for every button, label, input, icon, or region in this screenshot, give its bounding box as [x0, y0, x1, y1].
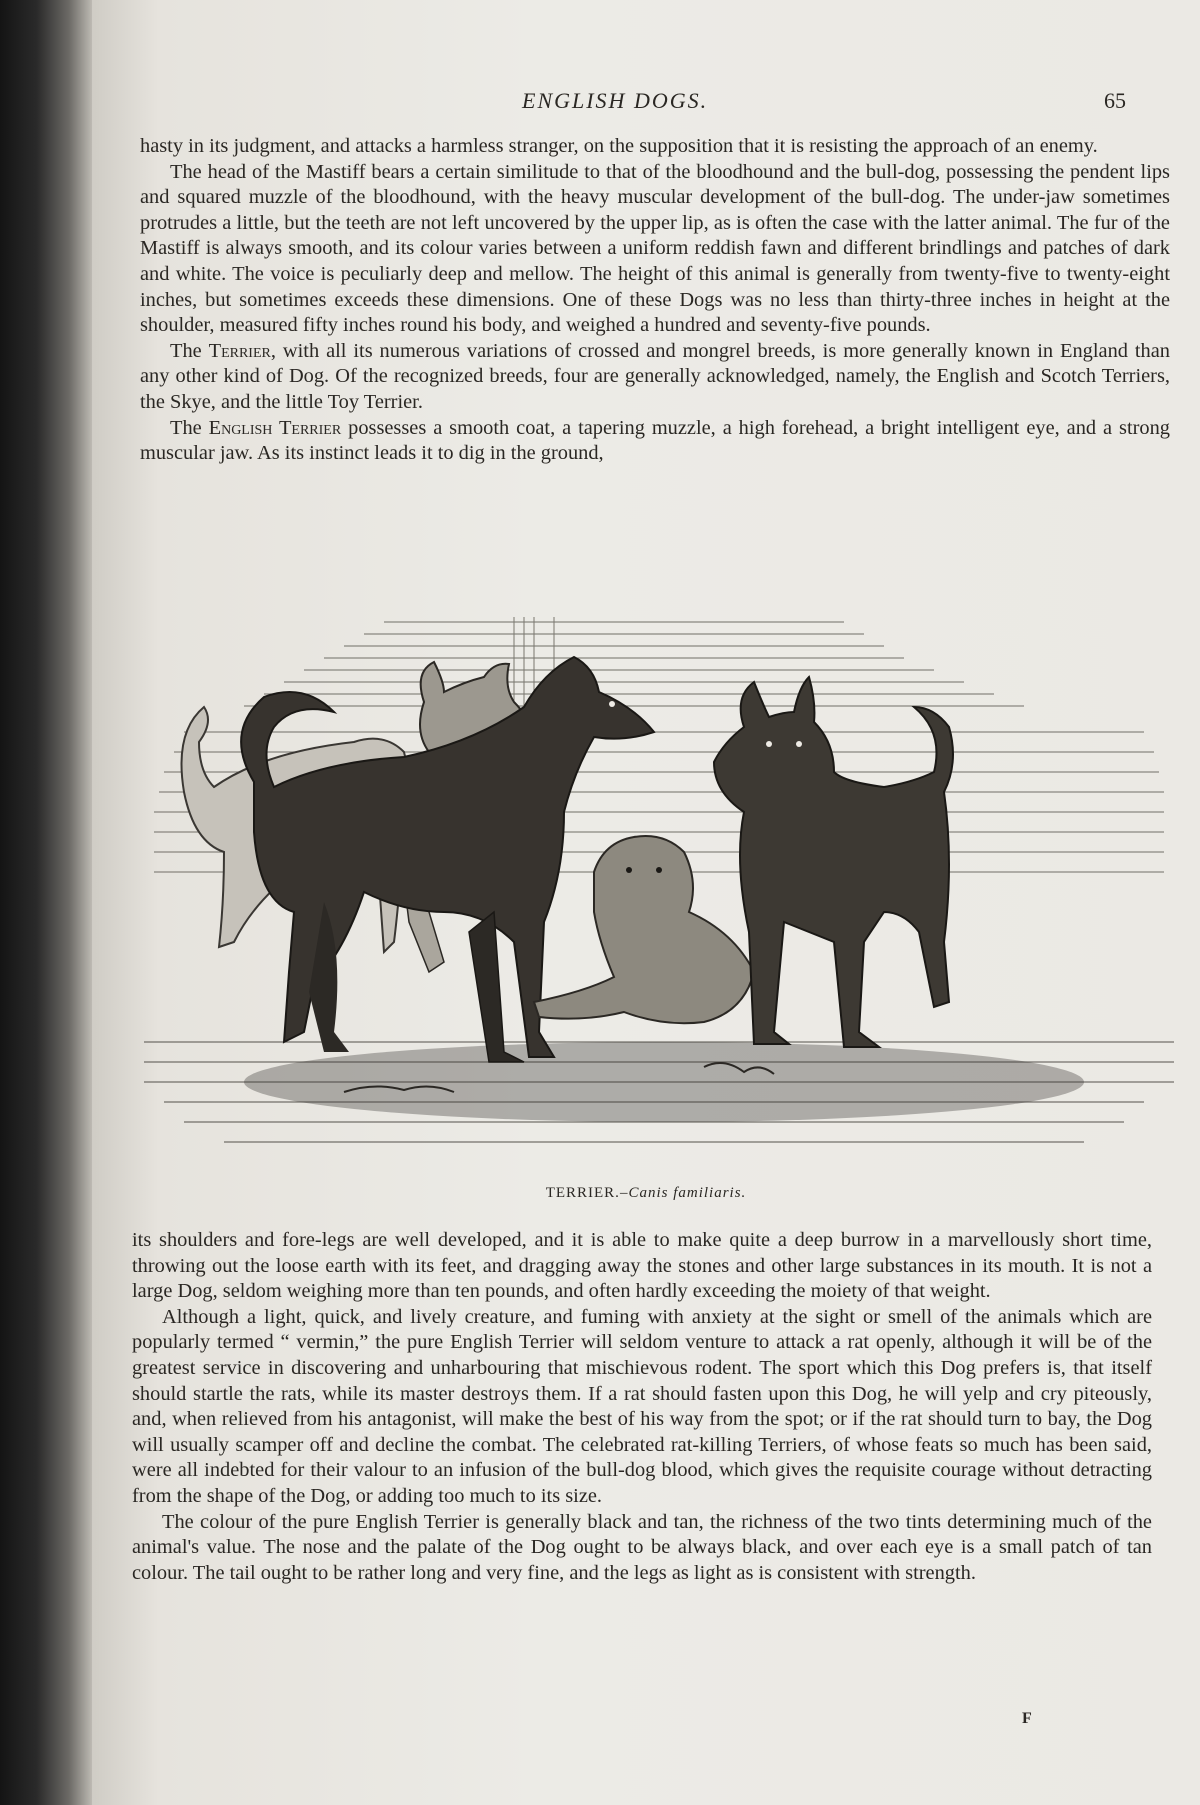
paragraph [132, 1305, 1152, 1510]
paragraph-text: hasty in its judgment, and attacks a harmless stranger, on the supposition that it is resisting the approach of an enemy. [140, 135, 1098, 157]
breed-term: English Terrier [208, 416, 342, 439]
paragraph-text: possesses a smooth coat, a tapering muzzle, a high forehead, a bright intelligent eye, and a strong muscular jaw. As its instinct leads it to dig in the ground, [140, 416, 1170, 465]
paragraph-lead: The [170, 339, 209, 362]
caption-latin-name: Canis familiaris. [628, 1185, 747, 1201]
paragraph-text: The colour of the pure English Terrier is generally black and tan, the richness of the two tints determining much of the animal's value. The nose and the palate of the Dog ought to be always black, and over each eye is a small patch of tan colour. The tail ought to be rather long and very fine, and the legs as light as is consistent with strength. [132, 1510, 1152, 1584]
figure-caption: TERRIER.–Canis familiaris. [545, 1185, 747, 1201]
signature-mark: F [1022, 1710, 1032, 1727]
running-title: ENGLISH DOGS. [522, 88, 709, 113]
lying-terrier-center [534, 836, 754, 1023]
book-page [92, 0, 1200, 1805]
engraving-illustration [144, 612, 1174, 1172]
paragraph [132, 1228, 1152, 1305]
breed-term: Terrier [208, 339, 271, 362]
paragraph-lead: The [170, 416, 209, 439]
paragraph-text: The head of the Mastiff bears a certain similitude to that of the bloodhound and the bull-dog, possessing the pendent lips and squared muzzle of the bloodhound, with the heavy muscular development of the bull-dog. The under-jaw sometimes protrudes a little, but the teeth are not left uncovered by the upper lip, as is often the case with the latter animal. The fur of the Mastiff is always smooth, and its colour varies between a uniform reddish fawn and different brindlings and patches of dark and white. The voice is peculiarly deep and mellow. The height of this animal is generally from twenty-five to twenty-eight inches, but sometimes exceeds these dimensions. One of these Dogs was no less than thirty-three inches in height at the shoulder, measured fifty inches round his body, and weighed a hundred and seventy-five pounds. [140, 160, 1170, 337]
paragraph [132, 1510, 1152, 1587]
paragraph [140, 339, 1170, 416]
bottom-text-block [132, 1228, 1152, 1586]
terrier-engraving [144, 612, 1174, 1172]
caption-title: TERRIER. [545, 1185, 620, 1201]
paragraph [140, 134, 1170, 160]
page-header [92, 88, 1200, 124]
paragraph-text: Although a light, quick, and lively creature, and fuming with anxiety at the sight or smell of the animals which are popularly termed “ vermin,” the pure English Terrier will seldom venture to attack a rat openly, although it will be of the greatest service in discovering and unharbouring that mischievous rodent. The sport which this Dog prefers is, that itself should startle the rats, while its master destroys them. If a rat should fasten upon this Dog, he will yelp and cry piteously, and, when relieved from his antagonist, will make the best of his way from the spot; or if the rat should turn to bay, the Dog will usually scamper off and decline the combat. The celebrated rat-killing Terriers, of whose feats so much has been said, were all indebted for their valour to an infusion of the bull-dog blood, which gives the requisite courage without detracting from the shape of the Dog, or adding too much to its size. [132, 1305, 1152, 1507]
paragraph [140, 416, 1170, 467]
book-spine-shadow [0, 0, 92, 1805]
paragraph-text: its shoulders and fore-legs are well developed, and it is able to make quite a deep burrow in a marvellously short time, throwing out the loose earth with its feet, and dragging away the stones and other large substances in its mouth. It is not a large Dog, seldom weighing more than ten pounds, and often hardly exceeding the moiety of that weight. [132, 1229, 1152, 1303]
paragraph [140, 160, 1170, 339]
top-text-block [140, 134, 1170, 467]
page-number: 65 [1104, 88, 1126, 113]
paragraph-text: , with all its numerous variations of crossed and mongrel breeds, is more generally known in England than any other kind of Dog. Of the recognized breeds, four are generally acknowledged, namely, the English and Scotch Terriers, the Skye, and the little Toy Terrier. [140, 339, 1170, 413]
